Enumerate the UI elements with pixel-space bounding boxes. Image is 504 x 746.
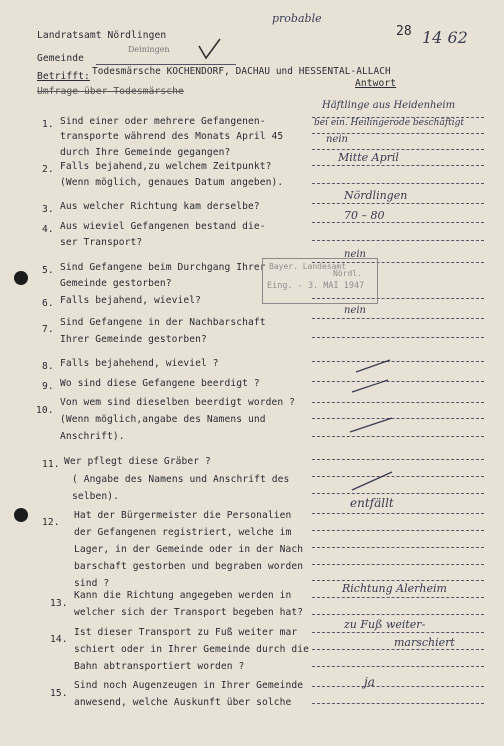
top-note: probable: [272, 12, 322, 25]
q-number: 4.: [42, 224, 54, 235]
q-line: Hat der Bürgermeister die Personalien: [74, 510, 292, 521]
q-line: Falls bejahehend, wieviel ?: [60, 358, 219, 369]
q-line: welcher sich der Transport begeben hat?: [74, 607, 304, 618]
answer-1a: Häftlinge aus Heidenheim: [322, 100, 456, 111]
answer-12: entfällt: [350, 496, 394, 510]
stamp-line-2: Nördl.: [333, 269, 362, 278]
q-number: 2.: [42, 164, 54, 175]
q-line: Sind Gefangene in der Nachbarschaft: [60, 317, 266, 328]
betrifft-label: Betrifft:: [37, 71, 90, 82]
q-number: 7.: [42, 324, 54, 335]
answer-5: nein: [344, 249, 366, 260]
form-number: 28: [396, 24, 412, 39]
q-line: Gemeinde gestorben?: [60, 278, 172, 289]
q-line: Anschrift).: [60, 431, 125, 442]
q-number: 11.: [42, 459, 60, 470]
q-line: Sind noch Augenzeugen in Ihrer Gemeinde: [74, 680, 304, 691]
answer-3: Nördlingen: [344, 189, 408, 202]
q-number: 5.: [42, 265, 54, 276]
q-line: ( Angabe des Namens und Anschrift des: [72, 474, 290, 485]
q-line: Kann die Richtung angegeben werden in: [74, 590, 292, 601]
answer-14b: marschiert: [394, 636, 455, 649]
answer-1b: bei ein. Heilingerode beschäftigt: [314, 118, 465, 128]
answer-7: nein: [344, 305, 366, 316]
q-line: Sind einer oder mehrere Gefangenen-: [60, 116, 266, 127]
gemeinde-label: Gemeinde: [37, 53, 85, 64]
q-line: Ihrer Gemeinde gestorben?: [60, 334, 207, 345]
q-number: 14.: [50, 634, 68, 645]
office-name: Landratsamt Nördlingen: [37, 30, 167, 41]
q-number: 13.: [50, 598, 68, 609]
q-line: selben).: [72, 491, 120, 502]
q-number: 10.: [36, 405, 54, 416]
q-line: sind ?: [74, 578, 110, 589]
answer-14a: zu Fuß weiter-: [344, 618, 426, 631]
q-line: Sind Gefangene beim Durchgang Ihrer: [60, 262, 266, 273]
gemeinde-value: Deiningen: [128, 45, 170, 54]
q-number: 12.: [42, 517, 60, 528]
q-line: der Gefangenen registriert, welche im: [74, 527, 292, 538]
q-line: Bahn abtransportiert worden ?: [74, 661, 245, 672]
q-number: 8.: [42, 361, 54, 372]
receipt-stamp: [262, 258, 378, 304]
q-number: 1.: [42, 119, 54, 130]
q-line: Lager, in der Gemeinde oder in der Nach: [74, 544, 304, 555]
answer-1c: nein: [326, 134, 348, 145]
q-number: 6.: [42, 298, 54, 309]
q-line: Wer pflegt diese Gräber ?: [64, 456, 211, 467]
q-line: ser Transport?: [60, 237, 143, 248]
handwritten-number: 14 62: [422, 28, 468, 47]
q-number: 9.: [42, 381, 54, 392]
answer-2: Mitte April: [338, 151, 399, 164]
q-line: schiert oder in Ihrer Gemeinde durch die: [74, 644, 310, 655]
q-number: 15.: [50, 688, 68, 699]
q-line: anwesend, welche Auskunft über solche: [74, 697, 292, 708]
q-line: Wo sind diese Gefangene beerdigt ?: [60, 378, 260, 389]
answer-13: Richtung Alerheim: [342, 582, 447, 595]
answer-15: ja: [364, 675, 375, 689]
answer-4: 70 – 80: [344, 209, 385, 222]
q-line: Falls bejahend,zu welchem Zeitpunkt?: [60, 161, 272, 172]
q-line: Falls bejahend, wieviel?: [60, 295, 202, 306]
q-line: barschaft gestorben und begraben worden: [74, 561, 304, 572]
q-line: (Wenn möglich, genaues Datum angeben).: [60, 177, 284, 188]
betrifft-text: Todesmärsche KOCHENDORF, DACHAU und HESSENTAL-ALLACH: [92, 66, 391, 77]
q-number: 3.: [42, 204, 54, 215]
antwort-label: Antwort: [355, 78, 397, 89]
stamp-line-1: Bayer. Landesamt: [269, 262, 347, 271]
q-line: durch Ihre Gemeinde gegangen?: [60, 147, 231, 158]
sub-line: Umfrage über Todesmärsche: [37, 86, 184, 97]
q-line: Ist dieser Transport zu Fuß weiter mar: [74, 627, 298, 638]
q-line: transporte während des Monats April 45: [60, 131, 284, 142]
stamp-date: Eing. - 3. MAI 1947: [267, 281, 365, 291]
q-line: Aus welcher Richtung kam derselbe?: [60, 201, 260, 212]
q-line: (Wenn möglich,angabe des Namens und: [60, 414, 266, 425]
q-line: Von wem sind dieselben beerdigt worden ?: [60, 397, 296, 408]
q-line: Aus wieviel Gefangenen bestand die-: [60, 221, 266, 232]
